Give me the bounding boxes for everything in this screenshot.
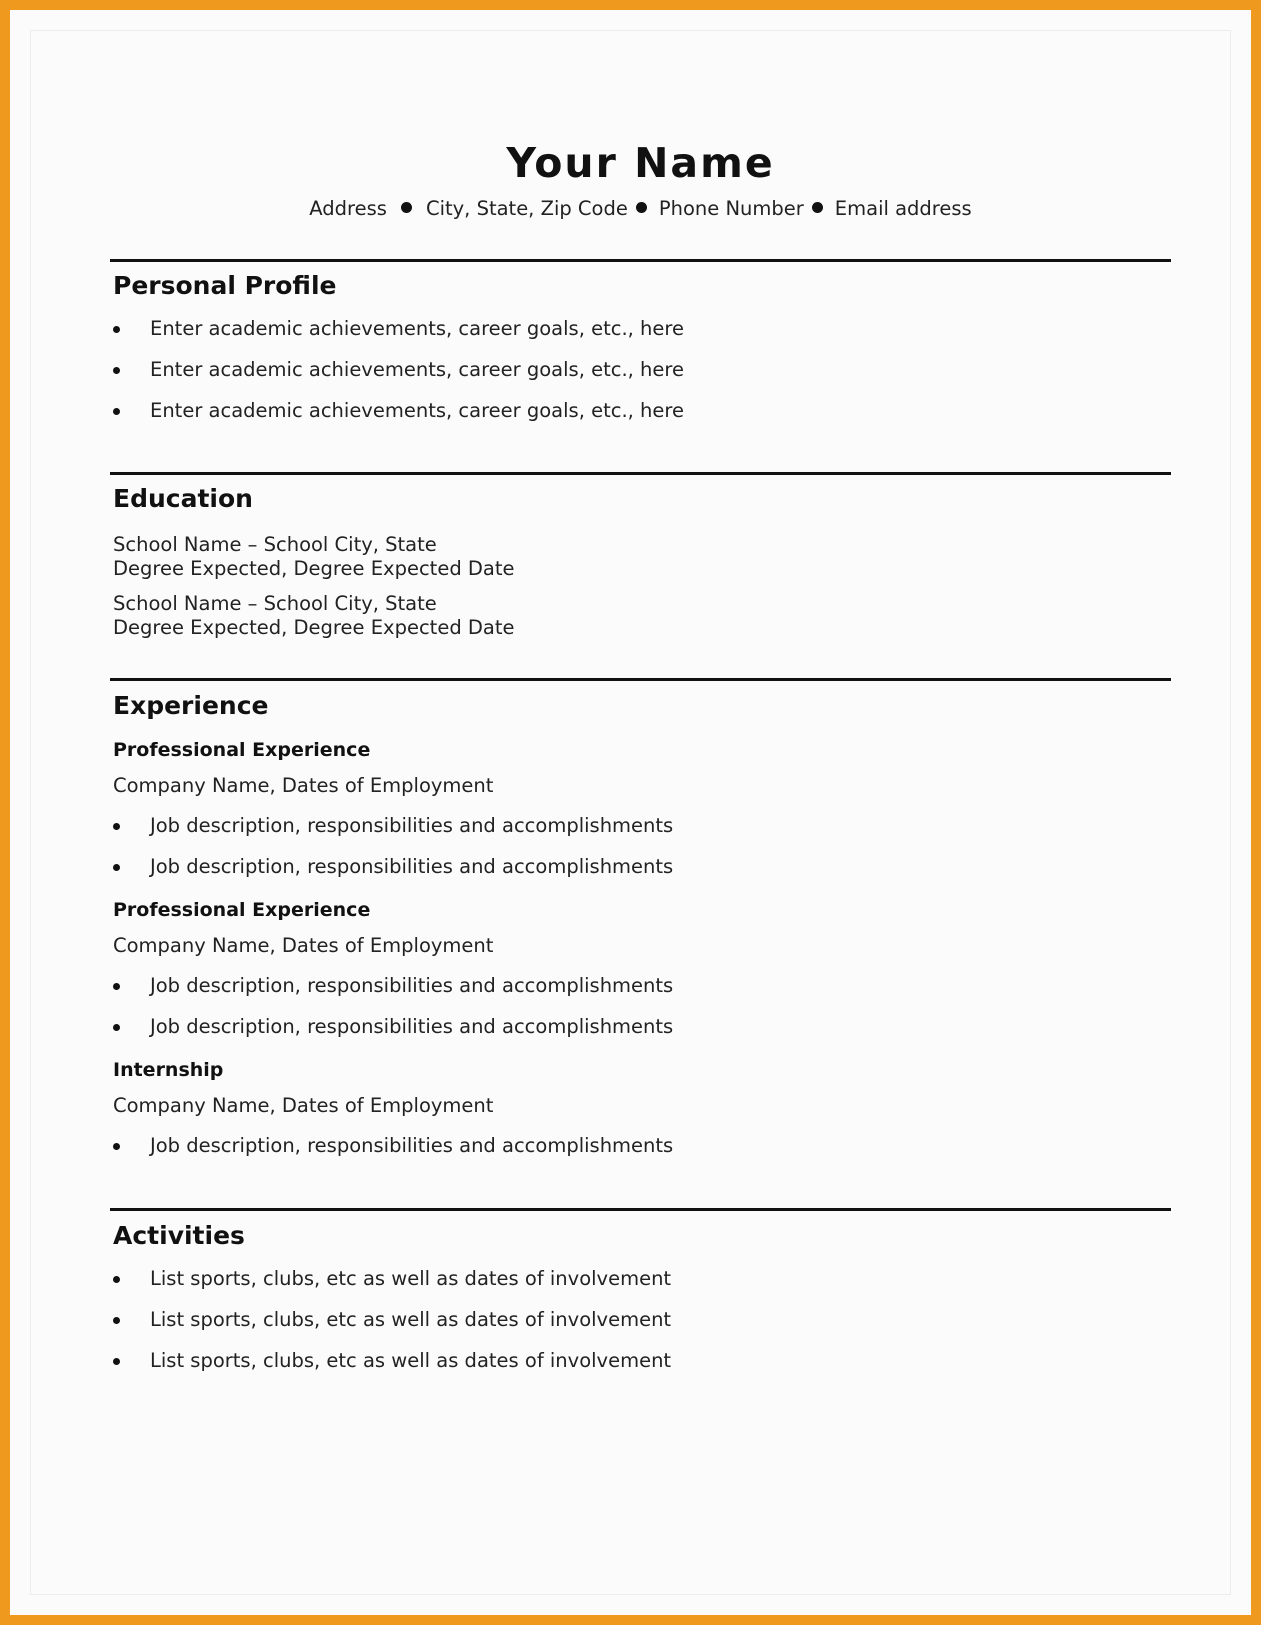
- list-item-text: Enter academic achievements, career goals, etc., here: [150, 399, 685, 422]
- degree-info: Degree Expected, Degree Expected Date: [113, 557, 515, 580]
- contact-address: Address: [309, 197, 387, 220]
- list-item-text: Job description, responsibilities and accomplishments: [150, 855, 674, 878]
- contact-line: [10, 196, 1261, 222]
- degree-info: Degree Expected, Degree Expected Date: [113, 616, 515, 639]
- section-rule: [110, 678, 1171, 681]
- contact-city: City, State, Zip Code: [425, 197, 628, 220]
- company-line: Company Name, Dates of Employment: [113, 934, 494, 957]
- section-rule: [110, 1208, 1171, 1211]
- list-item-text: List sports, clubs, etc as well as dates of involvement: [150, 1308, 672, 1331]
- bullet-icon: [113, 823, 120, 830]
- list-item-text: Enter academic achievements, career goals, etc., here: [150, 317, 685, 340]
- resume-name: Your Name: [506, 139, 775, 187]
- bullet-icon: [113, 1317, 120, 1324]
- section-rule: [110, 259, 1171, 262]
- bullet-icon: [113, 1276, 120, 1283]
- company-line: Company Name, Dates of Employment: [113, 774, 494, 797]
- bullet-icon: [113, 1143, 120, 1150]
- job-title: Professional Experience: [113, 739, 371, 761]
- bullet-icon: [113, 367, 120, 374]
- list-item-text: Job description, responsibilities and accomplishments: [150, 1015, 674, 1038]
- list-item-text: List sports, clubs, etc as well as dates of involvement: [150, 1267, 672, 1290]
- section-heading-experience: Experience: [113, 691, 269, 720]
- school-name: School Name – School City, State: [113, 592, 437, 615]
- list-item-text: List sports, clubs, etc as well as dates of involvement: [150, 1349, 672, 1372]
- bullet-icon: [113, 1358, 120, 1365]
- contact-email: Email address: [834, 197, 972, 220]
- section-heading-profile: Personal Profile: [113, 271, 337, 300]
- contact-phone: Phone Number: [658, 197, 804, 220]
- separator-dot-icon: [401, 202, 412, 213]
- school-name: School Name – School City, State: [113, 533, 437, 556]
- separator-dot-icon: [636, 202, 647, 213]
- job-title: Internship: [113, 1059, 224, 1081]
- company-line: Company Name, Dates of Employment: [113, 1094, 494, 1117]
- separator-dot-icon: [812, 202, 823, 213]
- bullet-icon: [113, 408, 120, 415]
- job-title: Professional Experience: [113, 899, 371, 921]
- section-heading-activities: Activities: [113, 1221, 245, 1250]
- list-item-text: Job description, responsibilities and accomplishments: [150, 814, 674, 837]
- bullet-icon: [113, 983, 120, 990]
- bullet-icon: [113, 326, 120, 333]
- bullet-icon: [113, 1024, 120, 1031]
- list-item-text: Job description, responsibilities and accomplishments: [150, 974, 674, 997]
- bullet-icon: [113, 864, 120, 871]
- section-rule: [110, 472, 1171, 475]
- section-heading-education: Education: [113, 484, 253, 513]
- list-item-text: Job description, responsibilities and accomplishments: [150, 1134, 674, 1157]
- list-item-text: Enter academic achievements, career goals, etc., here: [150, 358, 685, 381]
